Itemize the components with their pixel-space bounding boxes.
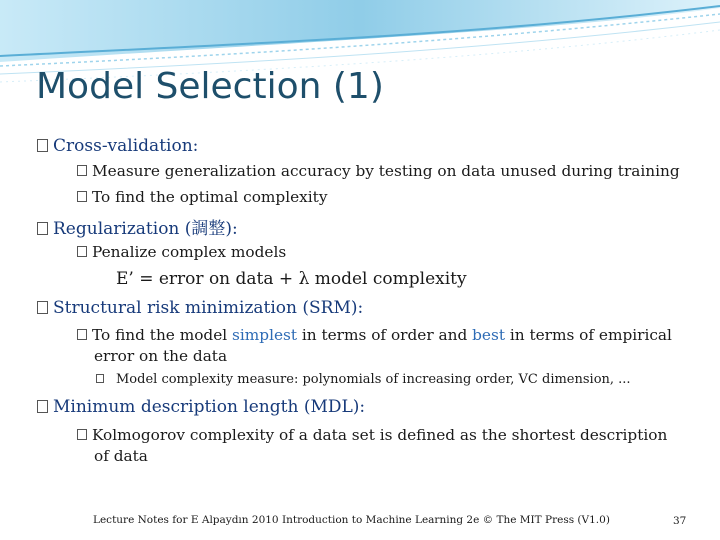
square-bullet-icon [37, 222, 48, 235]
bullet-cross-validation [37, 136, 198, 156]
footer-citation: Lecture Notes for E Alpaydın 2010 Introduction to Machine Learning 2e © The MIT Press (V1.0) [93, 514, 610, 526]
page-number: 37 [673, 515, 687, 527]
bullet-text: Measure generalization accuracy by testing on data unused during training [92, 162, 680, 180]
sub-bullet-simplest-best [77, 326, 672, 344]
bullet-text: Minimum description length (MDL): [53, 397, 366, 417]
square-bullet-icon [37, 301, 48, 314]
bullet-regularization [37, 214, 238, 239]
square-bullet-icon [37, 400, 48, 413]
square-bullet-icon [77, 329, 87, 340]
bullet-text: Regularization (調整): [53, 219, 238, 239]
bullet-text: Structural risk minimization (SRM): [53, 298, 364, 318]
bullet-text: Cross-validation: [53, 136, 199, 156]
bullet-text: To find the optimal complexity [92, 188, 328, 206]
text-part: To find the model [92, 326, 233, 344]
sub-sub-bullet-complexity-measure [96, 372, 631, 387]
square-bullet-icon [37, 139, 48, 152]
sub-bullet-penalize [77, 243, 286, 261]
sub-bullet-kolmogorov [77, 426, 667, 444]
text-part: in terms of empirical [504, 326, 672, 344]
sub-bullet-optimal-complexity [77, 188, 327, 206]
regularization-formula: E’ = error on data + λ model complexity [116, 269, 467, 289]
bullet-text: Model complexity measure: polynomials of increasing order, VC dimension, ... [116, 372, 631, 387]
square-bullet-icon [77, 165, 87, 176]
sub-bullet-generalization [77, 162, 680, 180]
square-bullet-icon [96, 374, 104, 383]
bullet-text: Kolmogorov complexity of a data set is defined as the shortest description [92, 426, 668, 444]
bullet-text: Penalize complex models [92, 243, 287, 261]
slide-title: Model Selection (1) [36, 66, 384, 107]
square-bullet-icon [77, 191, 87, 202]
square-bullet-icon [77, 246, 87, 257]
sub-bullet-continuation: of data [94, 447, 148, 465]
bullet-mdl [37, 397, 365, 417]
highlight-best: best [472, 326, 505, 344]
highlight-simplest: simplest [232, 326, 298, 344]
square-bullet-icon [77, 429, 87, 440]
bullet-srm [37, 298, 363, 318]
text-part: in terms of order and [297, 326, 473, 344]
sub-bullet-continuation: error on the data [94, 347, 228, 365]
